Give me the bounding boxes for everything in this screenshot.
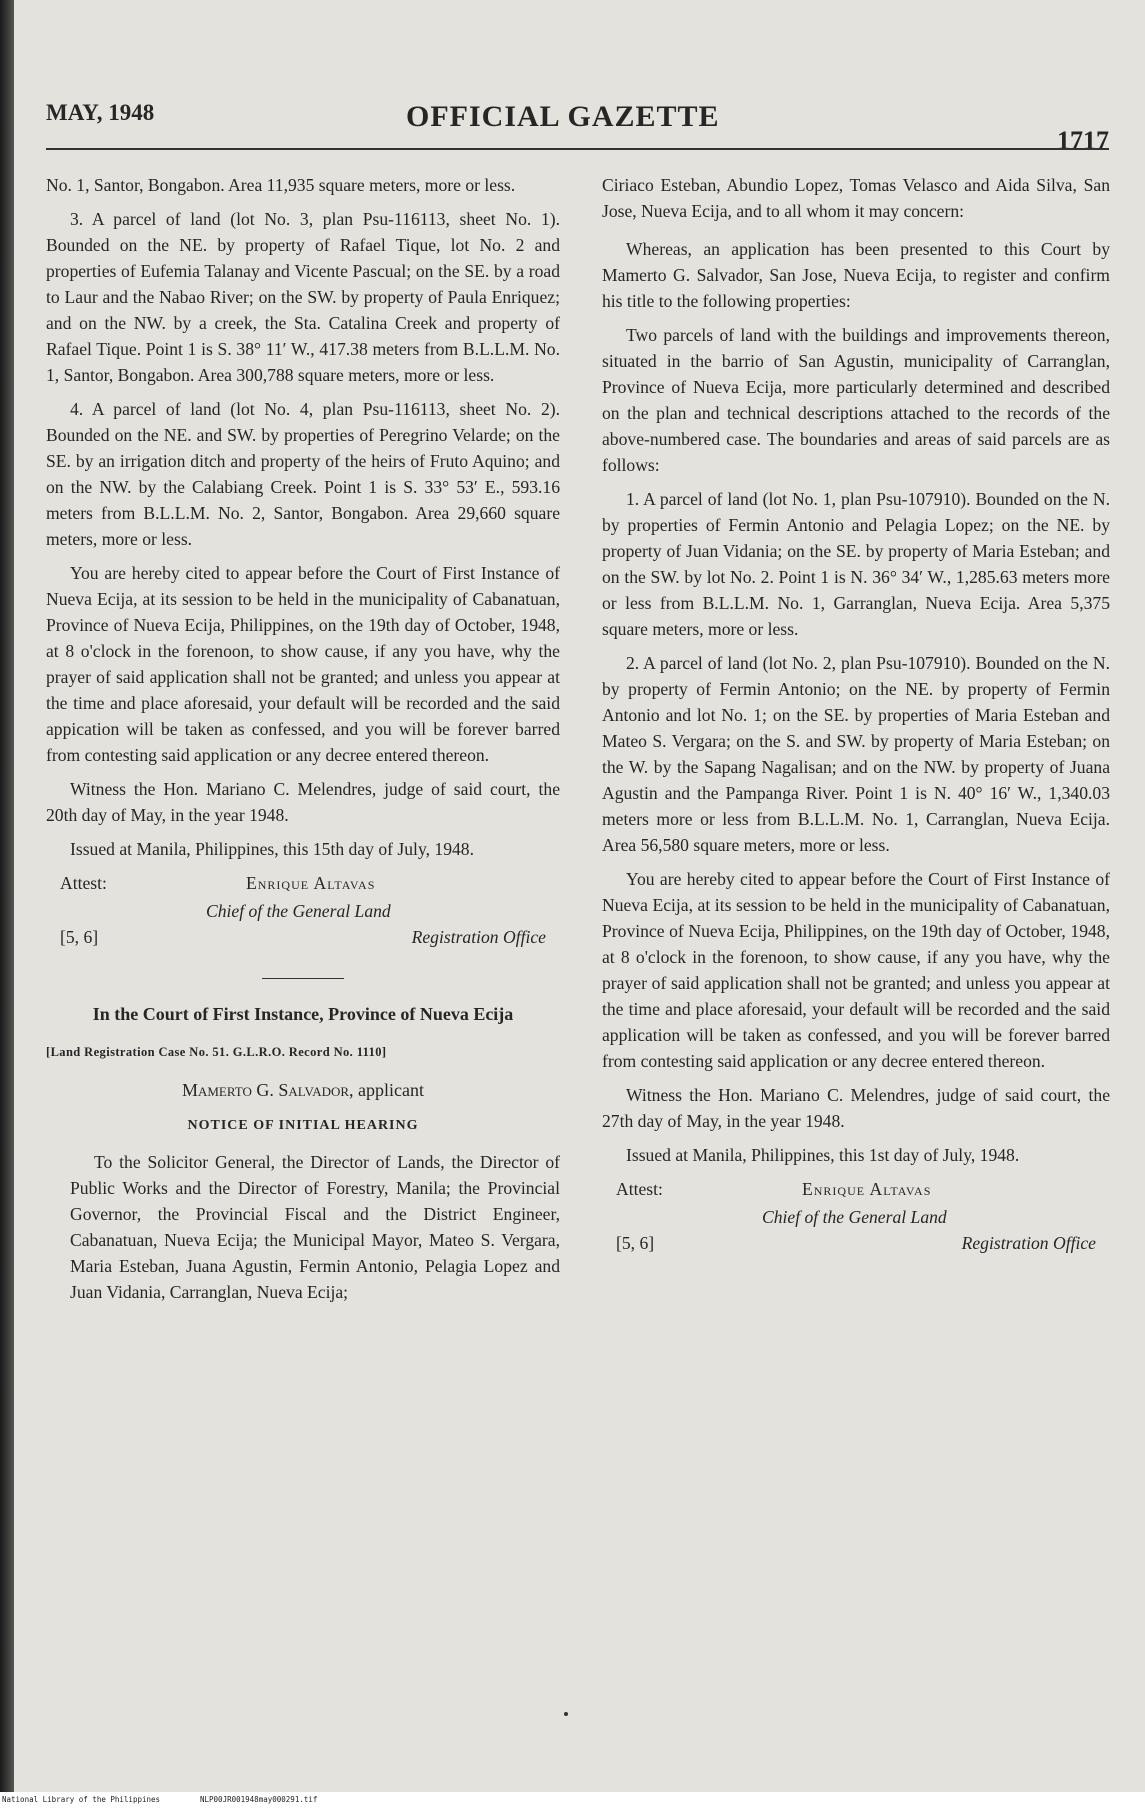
paragraph: 4. A parcel of land (lot No. 4, plan Psu-116113, sheet No. 2). Bounded on the NE. and SW. by properties of Peregrino Velarde; on the SE. by an irrigation ditch and property of the heirs of Fruto Aquino; and on the NW. by the Calabiang Creek. Point 1 is S. 33° 53′ E., 593.16 meters from B.L.L.M. No. 2, Santor, Bongabon. Area 29,660 square meters, more or less.: [46, 399, 560, 549]
scan-footer: [0, 1792, 1145, 1808]
signature-block: [602, 1176, 1110, 1262]
paragraph: Two parcels of land with the buildings and improvements thereon, situated in the barrio of San Agustin, municipality of Carranglan, Province of Nueva Ecija, more particularly determined and described on the plan and technical descriptions attached to the records of the above-numbered case. The boundaries and areas of said parcels are as follows:: [602, 325, 1110, 475]
signatory-office: Chief of the General Land: [762, 1207, 947, 1227]
scan-filename: NLP00JR001948may000291.tif: [200, 1795, 318, 1804]
signatory-name: Enrique Altavas: [802, 1179, 932, 1199]
signatory-office: Registration Office: [411, 927, 546, 947]
print-dot: [564, 1712, 568, 1716]
attest-label: Attest:: [60, 873, 107, 893]
court-heading: In the Court of First Instance, Province of Nueva Ecija: [92, 1004, 514, 1024]
paragraph: Whereas, an application has been presented to this Court by Mamerto G. Salvador, San Jose, Nueva Ecija, to register and confirm his title to the following properties:: [602, 239, 1110, 311]
signature-block: [46, 870, 560, 956]
signatory-name: Enrique Altavas: [246, 873, 376, 893]
paragraph: 2. A parcel of land (lot No. 2, plan Psu-107910). Bounded on the N. by property of Fermin Antonio; on the NE. by property of Fermin Antonio and lot No. 1; on the SE. by properties of Maria Esteban and Mateo S. Vergara; on the S. and SW. by property of Maria Esteban; on the W. by the Sapang Nagalisan; and on the NW. by property of Juana Agustin and the Pampanga River. Point 1 is N. 40° 16′ W., 1,340.03 meters more or less from B.L.L.M. No. 1, Carranglan, Nueva Ecija. Area 56,580 square meters, more or less.: [602, 653, 1110, 855]
book-spine-shadow: [0, 0, 14, 1792]
header-date: MAY, 1948: [46, 100, 155, 125]
signatory-office: Chief of the General Land: [206, 901, 391, 921]
attest-label: Attest:: [616, 1179, 663, 1199]
paragraph: No. 1, Santor, Bongabon. Area 11,935 square meters, more or less.: [46, 175, 516, 195]
signatory-office: Registration Office: [961, 1233, 1096, 1253]
notice-heading: NOTICE OF INITIAL HEARING: [187, 1118, 419, 1133]
case-number: [Land Registration Case No. 51. G.L.R.O. Record No. 1110]: [46, 1045, 387, 1059]
paragraph: Issued at Manila, Philippines, this 15th day of July, 1948.: [70, 839, 474, 859]
issue-number: [5, 6]: [60, 927, 99, 947]
applicant-role: , applicant: [349, 1080, 425, 1100]
issue-number: [5, 6]: [616, 1233, 655, 1253]
paragraph: Witness the Hon. Mariano C. Melendres, judge of said court, the 20th day of May, in the year 1948.: [46, 779, 560, 825]
page-header: [46, 96, 1109, 156]
applicant-line: [46, 1077, 560, 1103]
addressees: To the Solicitor General, the Director of Lands, the Director of Public Works and the Director of Forestry, Manila; the Provincial Governor, the Provincial Fiscal and the District Engineer, Cabanatuan, Nueva Ecija; the Municipal Mayor, Mateo S. Vergara, Maria Esteban, Juana Agustin, Fermin Antonio, Pelagia Lopez and Juan Vidania, Carranglan, Nueva Ecija;: [70, 1152, 560, 1302]
paragraph: You are hereby cited to appear before the Court of First Instance of Nueva Ecija, at its session to be held in the municipality of Cabanatuan, Province of Nueva Ecija, Philippines, on the 19th day of October, 1948, at 8 o'clock in the forenoon, to show cause, if any you have, why the prayer of said application shall not be granted; and unless you appear at the time and place aforesaid, your default will be recorded and the said application will be taken as confessed, and you will be forever barred from contesting said application or any decree entered thereon.: [602, 869, 1110, 1071]
header-page-number: 1717: [1057, 126, 1109, 155]
paragraph: You are hereby cited to appear before the Court of First Instance of Nueva Ecija, at its session to be held in the municipality of Cabanatuan, Province of Nueva Ecija, Philippines, on the 19th day of October, 1948, at 8 o'clock in the forenoon, to show cause, if any you have, why the prayer of said application shall not be granted; and unless you appear at the time and place aforesaid, your default will be recorded and the said appication will be taken as confessed, and you will be forever barred from contesting said application or any decree entered thereon.: [46, 563, 560, 765]
paragraph: 3. A parcel of land (lot No. 3, plan Psu-116113, sheet No. 1). Bounded on the NE. by property of Rafael Tique, lot No. 2 and properties of Eufemia Talanay and Vicente Pascual; on the SE. by a road to Laur and the Nabao River; on the SW. by property of Paula Enriquez; and on the NW. by a creek, the Sta. Catalina Creek and property of Rafael Tique. Point 1 is S. 38° 11′ W., 417.38 meters from B.L.L.M. No. 1, Santor, Bongabon. Area 300,788 square meters, more or less.: [46, 209, 560, 385]
left-column: [46, 172, 560, 1313]
right-column: [602, 172, 1110, 1276]
paragraph: Issued at Manila, Philippines, this 1st day of July, 1948.: [626, 1145, 1020, 1165]
gazette-page: [14, 0, 1145, 1792]
paragraph: Witness the Hon. Mariano C. Melendres, judge of said court, the 27th day of May, in the year 1948.: [602, 1085, 1110, 1131]
addressees-continued: Ciriaco Esteban, Abundio Lopez, Tomas Velasco and Aida Silva, San Jose, Nueva Ecija, and to all whom it may concern:: [602, 175, 1110, 221]
paragraph: 1. A parcel of land (lot No. 1, plan Psu-107910). Bounded on the N. by properties of Fermin Antonio and Pelagia Lopez; on the NE. by property of Juan Vidania; on the SE. by property of Maria Esteban; and on the SW. by lot No. 2. Point 1 is N. 36° 34′ W., 1,285.63 meters more or less from B.L.L.M. No. 1, Garranglan, Nueva Ecija. Area 5,375 square meters, more or less.: [602, 489, 1110, 639]
section-divider: [262, 978, 344, 979]
header-title: OFFICIAL GAZETTE: [406, 100, 720, 133]
header-rule: [46, 148, 1109, 150]
library-credit: National Library of the Philippines: [2, 1795, 161, 1804]
applicant-name: Mamerto G. Salvador: [181, 1080, 350, 1100]
